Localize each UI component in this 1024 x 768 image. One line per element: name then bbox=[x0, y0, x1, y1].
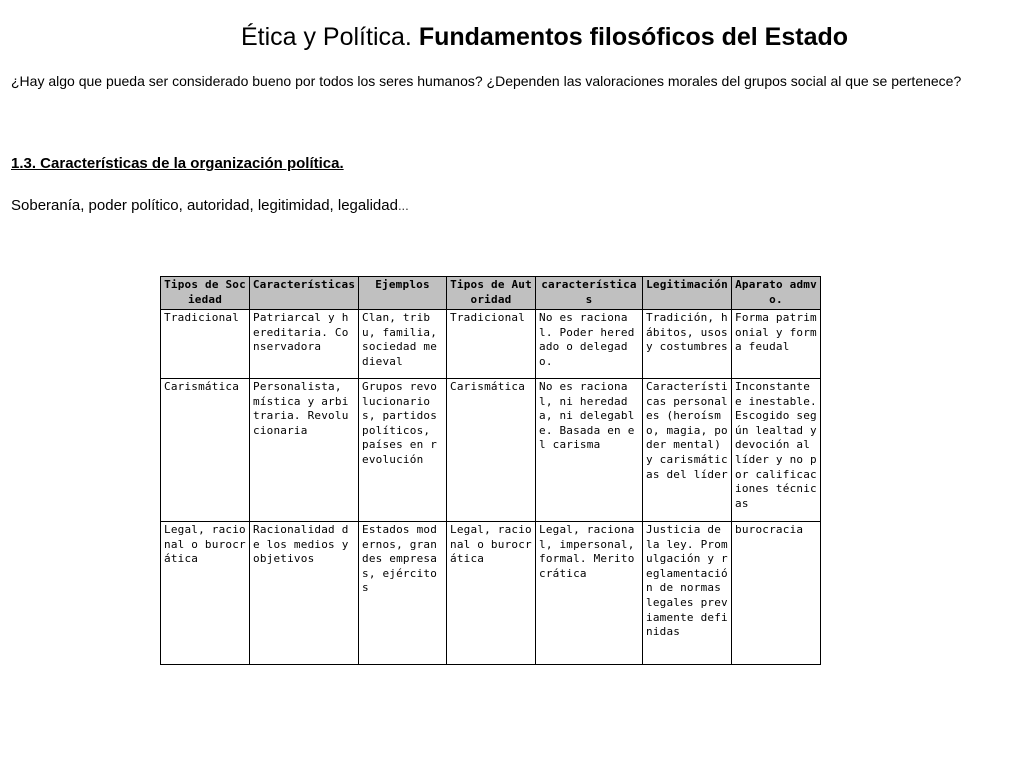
page-title-plain: Ética y Política. bbox=[240, 23, 412, 51]
table-cell: No es racional, ni heredada, ni delegable. Basada en el carisma bbox=[536, 379, 643, 522]
society-types-table bbox=[160, 276, 821, 665]
header-caracteristicas: Características bbox=[250, 277, 359, 310]
concepts-text: Soberanía, poder político, autoridad, legitimidad, legalidad bbox=[11, 197, 398, 214]
header-caracteristicas-autoridad: características bbox=[536, 277, 643, 310]
table-cell: Racionalidad de los medios y objetivos bbox=[250, 522, 359, 665]
table-cell: Grupos revolucionarios, partidos políticos, países en revolución bbox=[359, 379, 447, 522]
header-legitimacion: Legitimación bbox=[643, 277, 732, 310]
header-tipos-de-autoridad: Tipos de Autoridad bbox=[447, 277, 536, 310]
table-cell: Tradicional bbox=[161, 310, 250, 379]
table-cell: Personalista, mística y arbitraria. Revolucionaria bbox=[250, 379, 359, 522]
table-cell: Estados modernos, grandes empresas, ejércitos bbox=[359, 522, 447, 665]
header-aparato-admvo: Aparato admvo. bbox=[732, 277, 821, 310]
page-title bbox=[0, 20, 1024, 54]
table-row bbox=[161, 310, 821, 379]
table-cell: Clan, tribu, familia, sociedad medieval bbox=[359, 310, 447, 379]
table-cell: Tradicional bbox=[447, 310, 536, 379]
intro-question: ¿Hay algo que pueda ser considerado bueno por todos los seres humanos? ¿Dependen las valoraciones morales del grupos social al que se pertenece? bbox=[11, 73, 962, 89]
table-cell: Legal, racional, impersonal, formal. Meritocrática bbox=[536, 522, 643, 665]
table-cell: burocracia bbox=[732, 522, 821, 665]
table-cell: Carismática bbox=[447, 379, 536, 522]
table-cell: Legal, racional o burocrática bbox=[161, 522, 250, 665]
table-cell: Inconstante e inestable. Escogido según lealtad y devoción al líder y no por calificaciones técnicas bbox=[732, 379, 821, 522]
table-cell: No es racional. Poder heredado o delegado. bbox=[536, 310, 643, 379]
table-cell: Características personales (heroísmo, magia, poder mental) y carismáticas del líder bbox=[643, 379, 732, 522]
table-cell: Forma patrimonial y forma feudal bbox=[732, 310, 821, 379]
table-row bbox=[161, 379, 821, 522]
table-cell: Justicia de la ley. Promulgación y reglamentación de normas legales previamente definidas bbox=[643, 522, 732, 665]
table-row bbox=[161, 522, 821, 665]
table-cell: Patriarcal y hereditaria. Conservadora bbox=[250, 310, 359, 379]
section-heading: 1.3. Características de la organización política. bbox=[11, 155, 344, 172]
header-ejemplos: Ejemplos bbox=[359, 277, 447, 310]
table-cell: Tradición, hábitos, usos y costumbres bbox=[643, 310, 732, 379]
page-title-bold: Fundamentos filosóficos del Estado bbox=[418, 23, 849, 51]
header-tipos-de-sociedad: Tipos de Sociedad bbox=[161, 277, 250, 310]
concepts-line bbox=[11, 197, 409, 215]
table-cell: Carismática bbox=[161, 379, 250, 522]
table-header-row bbox=[161, 277, 821, 310]
concepts-ellipsis: ... bbox=[397, 198, 409, 213]
table-cell: Legal, racional o burocrática bbox=[447, 522, 536, 665]
